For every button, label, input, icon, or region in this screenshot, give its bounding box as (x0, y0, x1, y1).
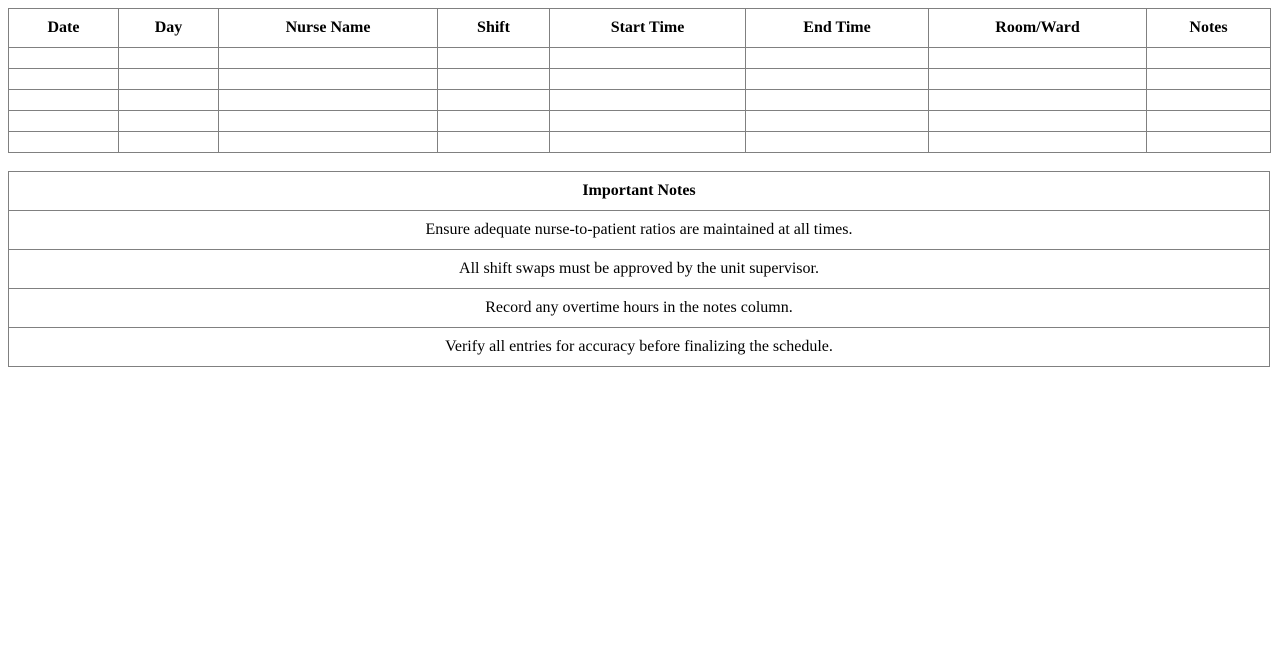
cell-nurse-name[interactable] (219, 90, 438, 111)
cell-end-time[interactable] (746, 111, 929, 132)
table-row (9, 90, 1271, 111)
cell-shift[interactable] (438, 111, 550, 132)
cell-start-time[interactable] (550, 132, 746, 153)
nurse-schedule-table (8, 8, 1271, 153)
cell-end-time[interactable] (746, 132, 929, 153)
cell-day[interactable] (119, 69, 219, 90)
header-nurse-name: Nurse Name (219, 9, 438, 48)
cell-end-time[interactable] (746, 90, 929, 111)
cell-notes[interactable] (1147, 90, 1271, 111)
header-date: Date (9, 9, 119, 48)
cell-day[interactable] (119, 48, 219, 69)
cell-room-ward[interactable] (929, 132, 1147, 153)
note-text: Record any overtime hours in the notes column. (9, 289, 1270, 328)
table-row (9, 69, 1271, 90)
list-item (9, 328, 1270, 367)
cell-shift[interactable] (438, 132, 550, 153)
cell-nurse-name[interactable] (219, 111, 438, 132)
cell-room-ward[interactable] (929, 48, 1147, 69)
schedule-body (9, 48, 1271, 153)
header-shift: Shift (438, 9, 550, 48)
important-notes-title: Important Notes (9, 172, 1270, 211)
header-day: Day (119, 9, 219, 48)
cell-nurse-name[interactable] (219, 132, 438, 153)
cell-room-ward[interactable] (929, 90, 1147, 111)
cell-date[interactable] (9, 48, 119, 69)
notes-header-row (9, 172, 1270, 211)
list-item (9, 211, 1270, 250)
note-text: Verify all entries for accuracy before finalizing the schedule. (9, 328, 1270, 367)
cell-day[interactable] (119, 111, 219, 132)
cell-end-time[interactable] (746, 48, 929, 69)
cell-start-time[interactable] (550, 48, 746, 69)
cell-nurse-name[interactable] (219, 48, 438, 69)
list-item (9, 289, 1270, 328)
cell-date[interactable] (9, 90, 119, 111)
table-row (9, 111, 1271, 132)
header-notes: Notes (1147, 9, 1271, 48)
table-row (9, 132, 1271, 153)
header-start-time: Start Time (550, 9, 746, 48)
note-text: All shift swaps must be approved by the unit supervisor. (9, 250, 1270, 289)
header-end-time: End Time (746, 9, 929, 48)
cell-notes[interactable] (1147, 69, 1271, 90)
cell-notes[interactable] (1147, 132, 1271, 153)
table-row (9, 48, 1271, 69)
header-room-ward: Room/Ward (929, 9, 1147, 48)
cell-room-ward[interactable] (929, 111, 1147, 132)
cell-notes[interactable] (1147, 48, 1271, 69)
cell-start-time[interactable] (550, 111, 746, 132)
cell-start-time[interactable] (550, 69, 746, 90)
cell-shift[interactable] (438, 69, 550, 90)
cell-day[interactable] (119, 132, 219, 153)
schedule-header-row (9, 9, 1271, 48)
note-text: Ensure adequate nurse-to-patient ratios are maintained at all times. (9, 211, 1270, 250)
cell-room-ward[interactable] (929, 69, 1147, 90)
cell-shift[interactable] (438, 90, 550, 111)
cell-nurse-name[interactable] (219, 69, 438, 90)
cell-end-time[interactable] (746, 69, 929, 90)
cell-date[interactable] (9, 69, 119, 90)
important-notes-table (8, 171, 1270, 367)
cell-notes[interactable] (1147, 111, 1271, 132)
cell-shift[interactable] (438, 48, 550, 69)
cell-date[interactable] (9, 111, 119, 132)
cell-date[interactable] (9, 132, 119, 153)
list-item (9, 250, 1270, 289)
cell-day[interactable] (119, 90, 219, 111)
cell-start-time[interactable] (550, 90, 746, 111)
